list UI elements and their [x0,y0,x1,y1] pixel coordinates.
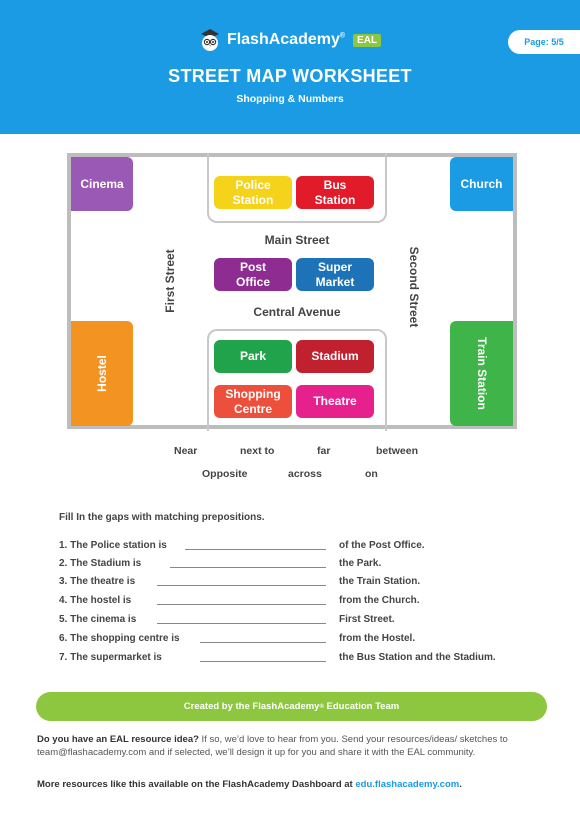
building-post-office: Post Office [214,258,292,291]
building-cinema: Cinema [71,157,133,211]
more-resources-note: More resources like this available on the FlashAcademy Dashboard at edu.flashacademy.com. [37,779,462,790]
word-between: between [376,445,419,457]
question-7-blank[interactable] [200,661,326,662]
header-banner [0,0,580,134]
question-7-lead: 7. The supermarket is [59,652,162,663]
word-opposite: Opposite [202,468,248,480]
building-shopping-centre: Shopping Centre [214,385,292,418]
street-first: First Street [163,249,177,313]
street-map [67,153,517,429]
question-1-blank[interactable] [185,549,326,550]
building-theatre: Theatre [296,385,374,418]
question-4-tail: from the Church. [339,595,420,606]
question-5-tail: First Street. [339,614,395,625]
question-7-tail: the Bus Station and the Stadium. [339,652,496,663]
building-bus-station: Bus Station [296,176,374,209]
question-3-tail: the Train Station. [339,576,421,587]
page-title: STREET MAP WORKSHEET [168,66,412,86]
eal-badge: EAL [353,34,381,47]
street-main: Main Street [264,233,330,247]
credits-banner: Created by the FlashAcademy ® Education Team [36,692,547,721]
question-2-lead: 2. The Stadium is [59,558,142,569]
question-6-blank[interactable] [200,642,326,643]
question-2-blank[interactable] [170,567,326,568]
building-park: Park [214,340,292,373]
building-church: Church [450,157,513,211]
question-6-lead: 6. The shopping centre is [59,633,180,644]
street-central-avenue: Central Avenue [253,305,341,319]
building-train-station: Train Station [450,321,513,426]
building-police-station: Police Station [214,176,292,209]
word-across: across [288,468,322,480]
question-1-tail: of the Post Office. [339,540,425,551]
question-4-blank[interactable] [157,604,326,605]
resource-idea-note: Do you have an EAL resource idea? If so, we’d love to hear from you. Send your resources/ideas/ sketches to team@flashacademy.com and if selected, we’ll design it up for you and share it with the EAL community. [37,734,508,758]
building-hostel: Hostel [71,321,133,426]
question-6-tail: from the Hostel. [339,633,416,644]
question-2-tail: the Park. [339,558,382,569]
word-on: on [365,468,378,480]
building-stadium: Stadium [296,340,374,373]
word-next-to: next to [240,445,275,457]
building-supermarket: Super Market [296,258,374,291]
street-second: Second Street [407,246,421,328]
word-near: Near [174,445,198,457]
word-far: far [317,445,331,457]
question-4-lead: 4. The hostel is [59,595,132,606]
question-1-lead: 1. The Police station is [59,540,167,551]
exercise-instruction: Fill In the gaps with matching prepositions. [59,512,265,523]
page-indicator: Page: 5/5 [508,30,580,54]
brand-logo [0,28,580,52]
owl-mascot-icon [199,28,221,52]
dashboard-link[interactable]: edu.flashacademy.com [355,779,460,790]
brand-name: FlashAcademy® [226,31,346,48]
question-3-blank[interactable] [157,585,326,586]
question-5-lead: 5. The cinema is [59,614,137,625]
page-subtitle: Shopping & Numbers [236,93,344,105]
question-3-lead: 3. The theatre is [59,576,136,587]
question-5-blank[interactable] [157,623,326,624]
